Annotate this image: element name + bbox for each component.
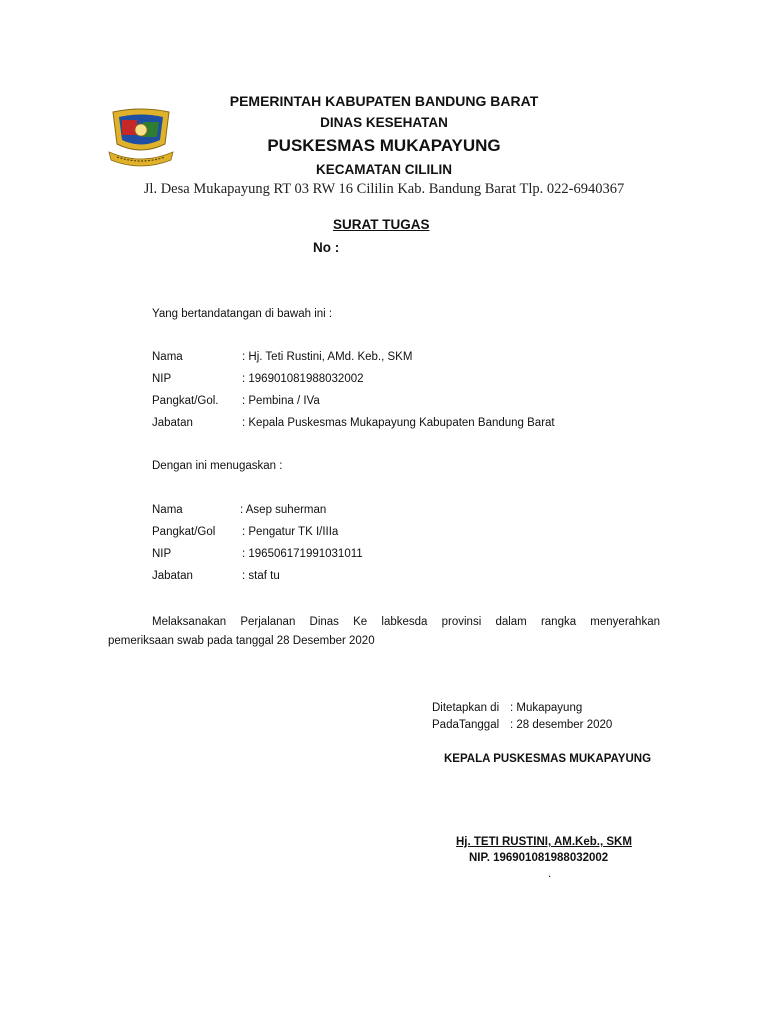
field-value: : Asep suherman: [240, 504, 327, 516]
field-label: Nama: [152, 351, 183, 363]
field-value: : Pembina / IVa: [242, 395, 320, 407]
issued-place-label: Ditetapkan di: [432, 702, 500, 714]
letterhead-district: KECAMATAN CILILIN: [316, 162, 452, 177]
assignment-description: [108, 613, 660, 651]
trailing-dot: .: [548, 868, 552, 880]
field-value: : 196506171991031011: [242, 548, 363, 560]
field-value: : Kepala Puskesmas Mukapayung Kabupaten Bandung Barat: [242, 417, 555, 429]
letterhead-department: DINAS KESEHATAN: [320, 115, 448, 130]
assignment-intro-text: Dengan ini menugaskan :: [152, 460, 283, 472]
field-label: NIP: [152, 548, 172, 560]
issued-place-value: : Mukapayung: [510, 702, 583, 714]
letterhead-government: PEMERINTAH KABUPATEN BANDUNG BARAT: [229, 93, 539, 109]
letterhead-address: Jl. Desa Mukapayung RT 03 RW 16 Cililin Kab. Bandung Barat Tlp. 022-6940367: [143, 181, 625, 197]
issued-date-label: PadaTanggal: [432, 719, 500, 731]
field-label: Pangkat/Gol: [152, 526, 216, 538]
signer-nip: NIP. 196901081988032002: [469, 852, 609, 864]
document-number-label: No :: [313, 240, 340, 255]
field-value: : 196901081988032002: [242, 373, 364, 385]
field-value: : Pengatur TK I/IIIa: [242, 526, 339, 538]
field-value: : staf tu: [242, 570, 280, 582]
signer-name: Hj. TETI RUSTINI, AM.Keb., SKM: [456, 836, 632, 848]
field-label: Jabatan: [152, 417, 193, 429]
field-value: : Hj. Teti Rustini, AMd. Keb., SKM: [242, 351, 413, 363]
field-label: Nama: [152, 504, 183, 516]
assignment-description-line-2: pemeriksaan swab pada tanggal 28 Desember 2020: [108, 635, 375, 647]
signer-position-title: KEPALA PUSKESMAS MUKAPAYUNG: [444, 753, 652, 765]
issued-date-value: : 28 desember 2020: [510, 719, 613, 731]
letterhead-puskesmas: PUSKESMAS MUKAPAYUNG: [267, 136, 501, 155]
field-label: Pangkat/Gol.: [152, 395, 219, 407]
intro-text: Yang bertandatangan di bawah ini :: [152, 308, 333, 320]
assignment-description-line-1: Melaksanakan Perjalanan Dinas Ke labkesda provinsi dalam rangka menyerahkan: [152, 616, 660, 628]
issued-place: [432, 702, 583, 714]
field-label: NIP: [152, 373, 172, 385]
issued-date: [432, 719, 613, 731]
field-label: Jabatan: [152, 570, 193, 582]
document-title: SURAT TUGAS: [333, 217, 430, 232]
